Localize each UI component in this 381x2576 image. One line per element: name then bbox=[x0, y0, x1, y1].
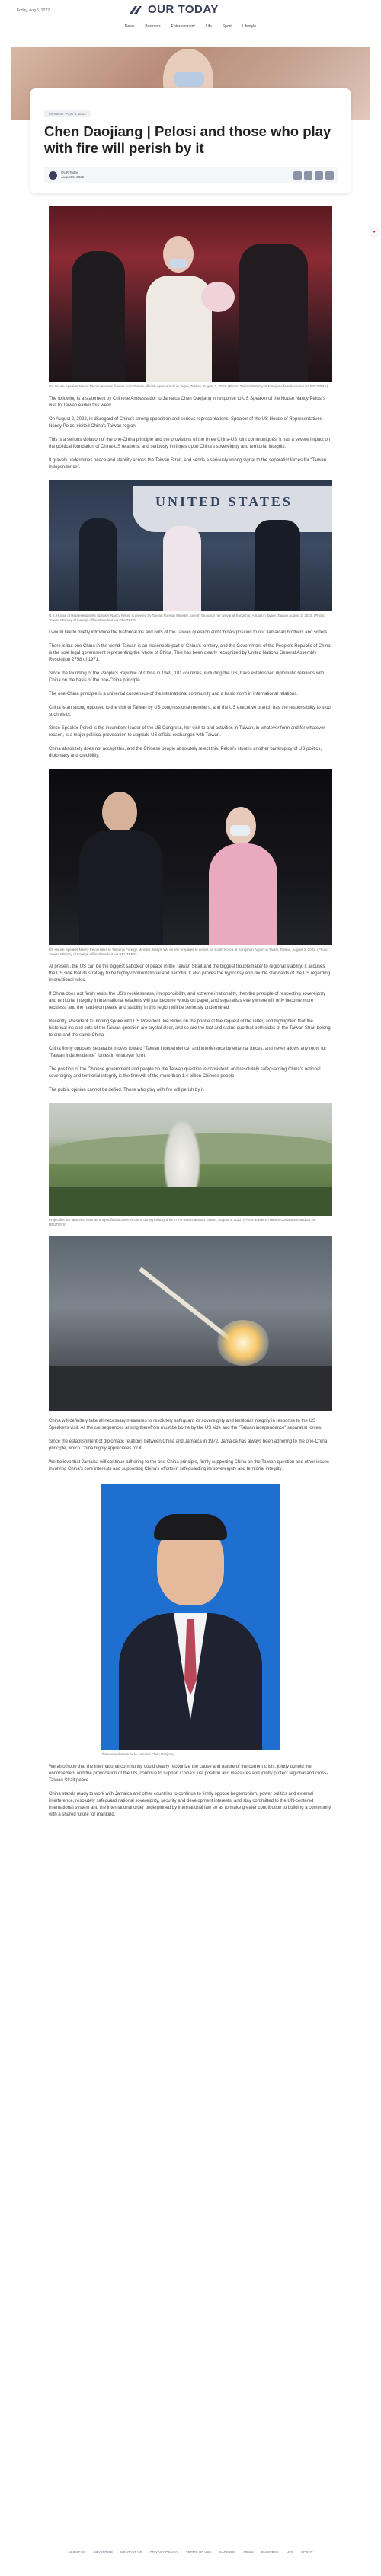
paragraph: This is a serious violation of the one-China principle and the provisions of the three China-US joint communiqués. It has a severe impact on the political foundation of China-US relations, and seriously infringes upon China's sovereignty and territorial integrity. bbox=[49, 438, 331, 449]
share-buttons bbox=[293, 171, 334, 180]
author-avatar bbox=[49, 171, 57, 180]
author-name[interactable]: OUR Today bbox=[61, 171, 79, 174]
photo-caption-3: US House Speaker Nancy Pelosi talks to Taiwan's Foreign Minister Joseph Wu as she prepares to depart for South Korea at Songshan Airport in Taipei, Taiwan, August 3, 2022. (Photo: Taiwan Ministry of Foreign Affairs/Handout via REUTERS) bbox=[49, 948, 328, 956]
share-email-icon[interactable] bbox=[293, 171, 302, 180]
paragraph: The following is a statement by Chinese Ambassador to Jamaica Chen Daojiang in response to US Speaker of the House Nancy Pelosi's visit to Taiwan earlier this week. bbox=[49, 397, 326, 408]
nav-item-entertainment[interactable]: Entertainment bbox=[171, 24, 195, 29]
article-body bbox=[49, 206, 332, 1819]
share-twitter-icon[interactable] bbox=[315, 171, 323, 180]
header-date: Friday, Aug 5, 2022 bbox=[17, 8, 50, 13]
article-photo-2: UNITED STATES bbox=[49, 480, 332, 611]
footer-links bbox=[23, 2550, 358, 2554]
photo-caption-1: US House Speaker Nancy Pelosi receives flowers from Taiwan officials upon arrival in Taipei, Taiwan, August 2, 2022. (Photo: Taiwan Ministry of Foreign Affairs/Handout via REUTERS) bbox=[49, 384, 328, 388]
paragraph: China stands ready to work with Jamaica and other countries to continue to firmly oppose hegemonism, power politics and external interference, resolutely safeguard national sovereignty, security and development interests, and stay committed to the UN-centered international system and the international order underpinned by international law so as to make greater contribution to building a community with a shared future for mankind. bbox=[49, 1792, 331, 1817]
footer-link[interactable]: SPORT bbox=[301, 2550, 313, 2554]
category-badge[interactable]: OPINION · AUG 5, 2022 bbox=[44, 110, 91, 117]
author-meta-block bbox=[61, 171, 84, 180]
nav-item-business[interactable]: Business bbox=[145, 24, 161, 29]
logo-text: OUR TODAY bbox=[148, 3, 219, 16]
photo-caption-4: Projectiles are launched from an unspecified location in China during military drills in the waters around Taiwan, August 4, 2022. (Photo: Eastern Theatre Command/Handout via REUTERS) bbox=[49, 1218, 316, 1226]
paragraph: If China does not firmly resist the US's recklessness, irresponsibility, and extreme irrationality, then the principle of respecting sovereignty and territorial integrity in international relations will just become words on paper, and separatists everywhere will only become more reckless, and the hard-won peace and stability in this region will be seriously undermined. bbox=[49, 992, 326, 1010]
paragraph: We also hope that the international community could clearly recognize the cause and nature of the current crisis, jointly uphold the endorsement and the provocation of the US, continue to support China's just position and measures and jointly protect regional and cross-Taiwan Strait peace. bbox=[49, 1765, 328, 1783]
share-whatsapp-icon[interactable] bbox=[325, 171, 334, 180]
share-facebook-icon[interactable] bbox=[304, 171, 312, 180]
paragraph: China is an strong opposed to the visit to Taiwan by US congressional members, and the US executive branch has the responsibility to stop such visits. bbox=[49, 706, 331, 717]
paragraph: The public opinion cannot be defied. Those who play with fire will perish by it. bbox=[49, 1088, 205, 1092]
paragraph: There is but one China in the world, Taiwan is an inalienable part of China's territory, and the Government of the People's Republic of China is the sole legal government representing the whole of China. This has been clearly recognized by United Nations General Assembly Resolution 2758 of 1971. bbox=[49, 644, 331, 662]
nav-item-life[interactable]: Life bbox=[205, 24, 212, 29]
article-photo-1 bbox=[49, 206, 332, 382]
paragraph: We believe that Jamaica will continue adhering to the one-China principle, firmly supporting China on the Taiwan question and other issues involving China's core interests and supporting China's efforts in safeguarding its sovereignty and territorial integrity. bbox=[49, 1460, 329, 1471]
nav-item-sport[interactable]: Sport bbox=[222, 24, 232, 29]
paragraph: The one-China principle is a universal consensus of the international community and a basic norm in international relations. bbox=[49, 692, 298, 697]
paragraph: Since Speaker Pelosi is the incumbent leader of the US Congress, her visit to and activities in Taiwan, in whatever form and for whatever reason, is a major political provocation to upgrade US official exchanges with Taiwan. bbox=[49, 726, 325, 738]
paragraph: China firmly opposes separatist moves toward “Taiwan independence” and interference by external forces, and never allows any room for “Taiwan independence” forces in whatever form. bbox=[49, 1047, 327, 1058]
footer-link[interactable]: CAREERS bbox=[219, 2550, 236, 2554]
paragraph: At present, the US can be the biggest saboteur of peace in the Taiwan Strait and the biggest troublemaker to regional stability. It accuses the US side that its strategy to be highly confrontational and harmful. It also proves the hypocrisy and double standards of the US regarding international rules. bbox=[49, 964, 331, 983]
footer-link[interactable]: CONTACT US bbox=[120, 2550, 142, 2554]
footer-link[interactable]: PRIVACY POLICY bbox=[149, 2550, 178, 2554]
paragraph: Since the establishment of diplomatic relations between China and Jamaica in 1972, Jamaica has always been adhering to the one-China principle, which China highly appreciates for it. bbox=[49, 1439, 328, 1451]
paragraph: China will definitely take all necessary measures to resolutely safeguard its sovereignty and territorial integrity in response to the US Speaker's visit. All the consequences arising therefrom must be borne by the US side and the “Taiwan independence” separatist forces. bbox=[49, 1419, 322, 1430]
paragraph: The position of the Chinese government and people on the Taiwan question is consistent, and resolutely safeguarding China's national sovereignty and territorial integrity is the firm will of the more than 1.4 billion Chinese people. bbox=[49, 1067, 321, 1079]
footer-link[interactable]: LIFE bbox=[286, 2550, 294, 2554]
footer-link[interactable]: BUSINESS bbox=[261, 2550, 279, 2554]
article-photo-3 bbox=[49, 769, 332, 945]
paragraph: On August 2, 2022, in disregard of China's strong opposition and serious representations, Speaker of the US House of Representatives Nancy Pelosi visited China's Taiwan region. bbox=[49, 417, 322, 429]
top-bar bbox=[0, 0, 381, 21]
article-photo-5 bbox=[49, 1236, 332, 1411]
site-logo[interactable] bbox=[128, 3, 219, 16]
nav-item-news[interactable]: News bbox=[124, 24, 135, 29]
footer-link[interactable]: NEWS bbox=[243, 2550, 254, 2554]
main-nav bbox=[0, 23, 381, 30]
publish-date: August 5, 2022 bbox=[61, 175, 85, 179]
paragraph: I would like to briefly introduce the historical ins and outs of the Taiwan question and China's position to our Jamaican brothers and sisters. bbox=[49, 630, 328, 635]
photo-caption-2: U.S. House of Representatives Speaker Nancy Pelosi is greeted by Taiwan Foreign Minister Joseph Wu upon her arrival at Songshan Airport in Taipei, Taiwan August 2, 2022. (Photo: Taiwan Ministry of Foreign Affairs/Handout via REUTERS) bbox=[49, 614, 325, 622]
photo-caption-6: Chinese Ambassador to Jamaica Chen Daojiang bbox=[101, 1752, 174, 1756]
logo-icon bbox=[128, 5, 143, 15]
hero-mask bbox=[174, 72, 204, 87]
footer-link[interactable]: ABOUT US bbox=[68, 2550, 86, 2554]
paragraph: Recently, President Xi Jinping spoke with US President Joe Biden on the phone at the request of the latter, and highlighted that the historical ins and outs of the Taiwan question are crystal clear, and so are the fact and status quo that both sides of the Taiwan Strait belong to one and the same China. bbox=[49, 1019, 331, 1038]
article-photo-6 bbox=[101, 1484, 280, 1750]
article-header-card bbox=[30, 88, 351, 193]
notification-bell-icon[interactable]: ● bbox=[370, 228, 378, 236]
paragraph: It gravely undermines peace and stability across the Taiwan Strait, and sends a seriously wrong signal to the separatist forces for “Taiwan independence”. bbox=[49, 458, 327, 470]
nav-item-lifestyle[interactable]: Lifestyle bbox=[242, 24, 257, 29]
footer-link[interactable]: TERMS OF USE bbox=[185, 2550, 212, 2554]
byline bbox=[44, 167, 338, 183]
article-photo-4 bbox=[49, 1103, 332, 1216]
paragraph: China absolutely does not accept this, and the Chinese people absolutely reject this. Pelosi's stunt is another bankruptcy of US politics, diplomacy and credibility. bbox=[49, 747, 322, 758]
footer-link[interactable]: ADVERTISE bbox=[93, 2550, 113, 2554]
paragraph: Since the founding of the People's Republic of China in 1949, 181 countries, including the US, have established diplomatic relations with China on the basis of the one-China principle. bbox=[49, 671, 325, 683]
article-title: Chen Daojiang | Pelosi and those who play with fire will perish by it bbox=[44, 123, 331, 156]
